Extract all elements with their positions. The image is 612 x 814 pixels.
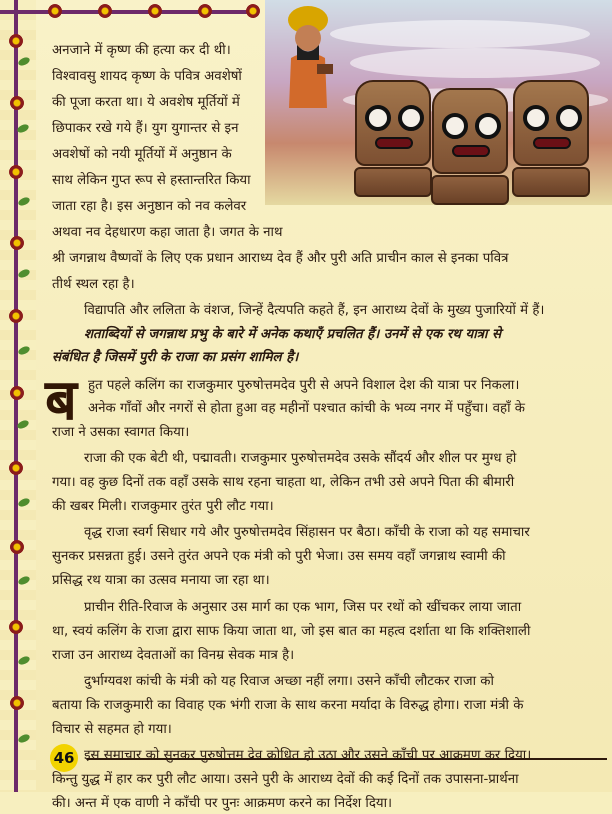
flower-icon xyxy=(9,34,23,48)
idol-subhadra xyxy=(432,88,508,174)
vine-border-top xyxy=(0,10,250,14)
paragraph-line: गया। वह कुछ दिनों तक वहाँ उसके साथ रहना चाहता था, लेकिन तभी उसे अपने पिता की बीमारी xyxy=(52,475,515,490)
idol-eye xyxy=(475,113,501,139)
idol-base xyxy=(431,175,509,205)
idol-base xyxy=(512,167,590,197)
priest-icon xyxy=(277,0,339,112)
highlighted-line: संबंधित है जिसमें पुरी के राजा का प्रसंग शामिल है। xyxy=(52,350,299,365)
idol-mouth xyxy=(375,137,413,149)
paragraph-line: की। अन्त में एक वाणी ने काँची पर पुनः आक्रमण करने का निर्देश दिया। xyxy=(52,796,393,811)
paragraph-line: प्रसिद्ध रथ यात्रा का उत्सव मनाया जा रहा था। xyxy=(52,573,270,588)
paragraph-line: जाता रहा है। इस अनुष्ठान को नव कलेवर xyxy=(52,199,247,214)
paragraph-line: छिपाकर रखे गये हैं। युग युगान्तर से इन xyxy=(52,121,239,136)
paragraph-line: था, स्वयं कलिंग के राजा द्वारा साफ किया जाता था, जो इस बात का महत्व दर्शाता था कि शक्तिशाली xyxy=(52,624,531,639)
footer-rule xyxy=(87,758,607,760)
flower-icon xyxy=(9,309,23,323)
paragraph-line: तीर्थ स्थल रहा है। xyxy=(52,277,135,292)
dropcap: ब xyxy=(45,368,77,433)
paragraph-line: राजा उन आराध्य देवताओं का विनम्र सेवक मात्र है। xyxy=(52,648,295,663)
paragraph-line: श्री जगन्नाथ वैष्णवों के लिए एक प्रधान आराध्य देव हैं और पुरी अति प्राचीन काल से इनका पवित्र xyxy=(52,251,509,266)
flower-icon xyxy=(246,4,260,18)
flower-icon xyxy=(10,540,24,554)
paragraph-line: किन्तु युद्ध में हार कर पुरी लौट आया। उसने पुरी के आराध्य देवों की कई दिनों तक उपासना-प्रार्थना xyxy=(52,772,519,787)
paragraph-line: प्राचीन रीति-रिवाज के अनुसार उस मार्ग का एक भाग, जिस पर रथों को खींचकर लाया जाता xyxy=(84,600,522,615)
paragraph-line: सुनकर प्रसन्नता हुई। उसने तुरंत अपने एक मंत्री को पुरी भेजा। उस समय वहाँ जगन्नाथ स्वामी की xyxy=(52,549,506,564)
paragraph-line: अवशेषों को नयी मूर्तियों में अनुष्ठान के xyxy=(52,147,232,162)
paragraph-line: विचार से सहमत हो गया। xyxy=(52,722,172,737)
flower-icon xyxy=(48,4,62,18)
idol-mouth xyxy=(533,137,571,149)
paragraph-line: इस समाचार को सुनकर पुरुषोत्तम देव क्रोधित हो उठा और उसने काँची पर आक्रमण कर दिया। xyxy=(84,748,532,763)
paragraph-line: विश्वावसु शायद कृष्ण के पवित्र अवशेषों xyxy=(52,69,242,84)
smoke xyxy=(350,48,600,78)
idol-mouth xyxy=(452,145,490,157)
flower-icon xyxy=(10,386,24,400)
paragraph-line: की पूजा करता था। ये अवशेष मूर्तियों में xyxy=(52,95,240,110)
idol-eye xyxy=(365,105,391,131)
flower-icon xyxy=(9,620,23,634)
page-number: 46 xyxy=(50,744,78,772)
paragraph-line: अनजाने में कृष्ण की हत्या कर दी थी। xyxy=(52,43,231,58)
flower-icon xyxy=(98,4,112,18)
illustration xyxy=(265,0,612,205)
flower-icon xyxy=(10,96,24,110)
paragraph-line: अनेक गाँवों और नगरों से होता हुआ वह महीनों पश्चात कांची के भव्य नगर में पहुँचा। वहाँ के xyxy=(88,401,525,416)
paragraph-line: साथ लेकिन गुप्त रूप से हस्तान्तरित किया xyxy=(52,173,251,188)
paragraph-line: दुर्भाग्यवश कांची के मंत्री को यह रिवाज अच्छा नहीं लगा। उसने काँची लौटकर राजा को xyxy=(84,674,494,689)
idol-eye xyxy=(523,105,549,131)
idol-eye xyxy=(442,113,468,139)
idol-jagannath xyxy=(513,80,589,166)
flower-icon xyxy=(9,461,23,475)
paragraph-line: राजा की एक बेटी थी, पद्मावती। राजकुमार पुरुषोत्तमदेव उसके सौंदर्य और शील पर मुग्ध हो xyxy=(84,451,517,466)
paragraph-line: बताया कि राजकुमारी का विवाह एक भंगी राजा के साथ करना मर्यादा के विरुद्ध होगा। राजा मंत्री के xyxy=(52,698,524,713)
paragraph-line: राजा ने उसका स्वागत किया। xyxy=(52,425,190,440)
paragraph-line: अथवा नव देहधारण कहा जाता है। जगत के नाथ xyxy=(52,225,283,240)
flower-icon xyxy=(10,236,24,250)
paragraph-line: हुत पहले कलिंग का राजकुमार पुरुषोत्तमदेव पुरी से अपने विशाल देश की यात्रा पर निकला। xyxy=(88,378,520,393)
idol-balabhadra xyxy=(355,80,431,166)
flower-icon xyxy=(10,696,24,710)
flower-icon xyxy=(9,165,23,179)
flower-icon xyxy=(148,4,162,18)
flower-icon xyxy=(198,4,212,18)
paragraph-line: विद्यापति और ललिता के वंशज, जिन्हें दैत्यपति कहते हैं, इन आराध्य देवों के मुख्य पुजारियों में हैं। xyxy=(84,303,545,318)
paragraph-line: वृद्ध राजा स्वर्ग सिधार गये और पुरुषोत्तमदेव सिंहासन पर बैठा। काँची के राजा को यह समाचार xyxy=(84,525,530,540)
smoke xyxy=(330,20,590,48)
paragraph-line: की खबर मिली। राजकुमार तुरंत पुरी लौट गया। xyxy=(52,499,274,514)
priest-figure xyxy=(277,0,339,112)
idol-base xyxy=(354,167,432,197)
idol-eye xyxy=(398,105,424,131)
idol-eye xyxy=(556,105,582,131)
highlighted-line: शताब्दियों से जगन्नाथ प्रभु के बारे में अनेक कथाएँ प्रचलित हैं। उनमें से एक रथ यात्रा से xyxy=(84,327,502,342)
